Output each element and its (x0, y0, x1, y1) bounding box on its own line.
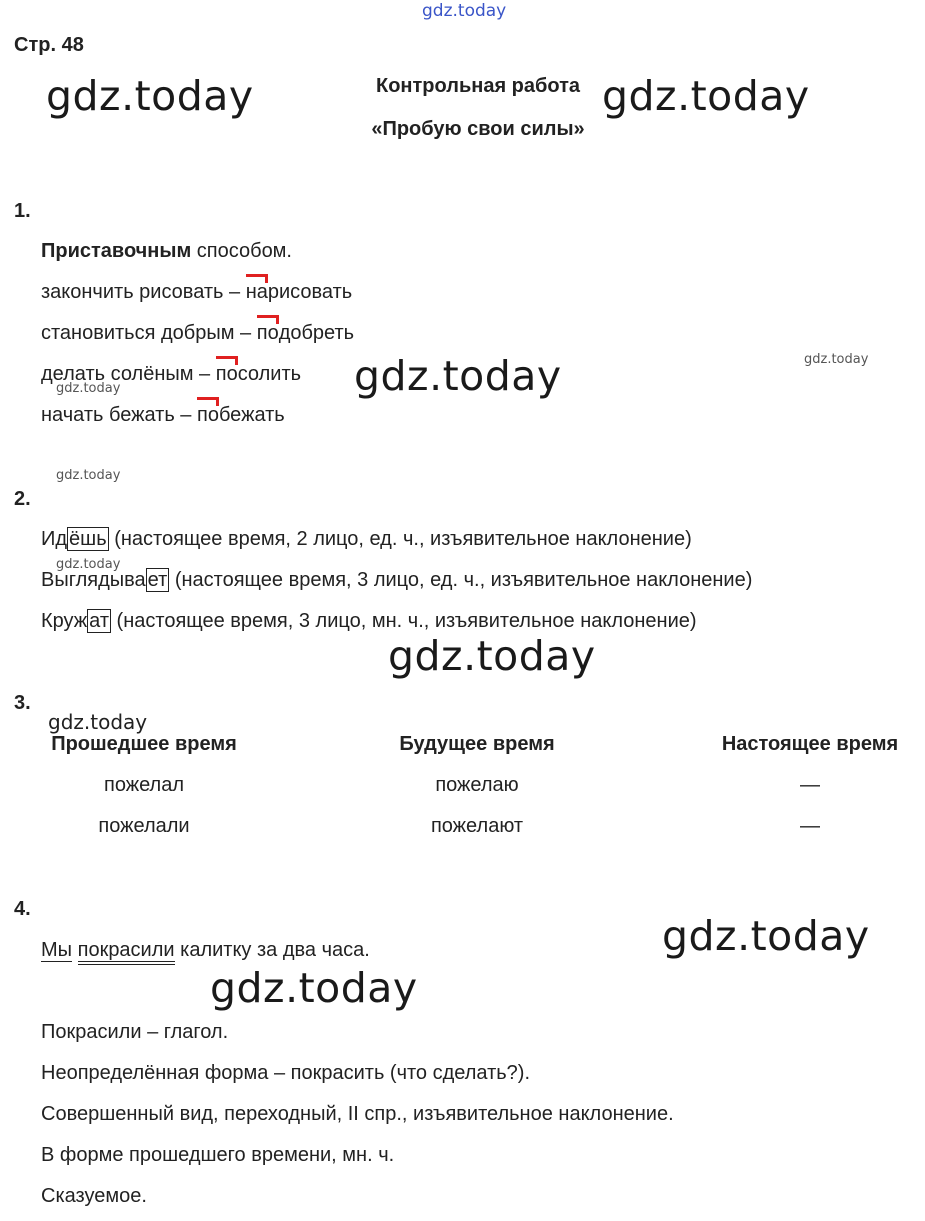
task2-row (41, 569, 752, 592)
doc-subtitle: «Пробую свои силы» (371, 118, 585, 140)
analysis-line: Сказуемое. (41, 1185, 147, 1207)
ending-box: ет (147, 569, 168, 591)
table-cell: пожелали (98, 815, 190, 837)
prefix-mark: по (256, 322, 279, 344)
word-stem: Выглядыва (41, 569, 146, 591)
watermark: gdz.today (602, 72, 810, 120)
analysis-line: Совершенный вид, переходный, II спр., изъявительное наклонение. (41, 1103, 674, 1125)
column-header-past: Прошедшее время (51, 733, 237, 755)
grammar-desc: (настоящее время, 3 лицо, ед. ч., изъявительное наклонение) (169, 569, 753, 591)
table-cell: пожелаю (435, 774, 519, 796)
predicate-underlined: покрасили (78, 939, 175, 965)
task4-sentence (41, 939, 370, 962)
watermark: gdz.today (354, 352, 562, 400)
task-number: 1. (14, 200, 31, 222)
task-number: 2. (14, 488, 31, 510)
method-rest: способом. (191, 240, 292, 262)
prefix-mark: по (215, 363, 238, 385)
task2-row (41, 528, 692, 551)
method-bold: Приставочным (41, 240, 192, 262)
watermark: gdz.today (56, 468, 121, 483)
sentence-rest: калитку за два часа. (174, 939, 370, 961)
subject-underlined: Мы (41, 939, 73, 961)
task-number: 4. (14, 898, 31, 920)
task1-method (41, 240, 292, 263)
phrase: делать солёным – (41, 363, 216, 385)
table-cell: пожелают (430, 815, 524, 837)
prefix-mark: по (196, 404, 219, 426)
watermark: gdz.today (56, 557, 121, 572)
watermark: gdz.today (662, 912, 870, 960)
word-rest: рисовать (267, 281, 353, 303)
watermark: gdz.today (388, 632, 596, 680)
word-rest: бежать (218, 404, 285, 426)
column-header-future: Будущее время (399, 733, 555, 755)
ending-box: ат (89, 610, 109, 632)
word-stem: Ид (41, 528, 68, 550)
grammar-desc: (настоящее время, 3 лицо, мн. ч., изъявительное наклонение) (111, 610, 697, 632)
analysis-line: Покрасили – глагол. (41, 1021, 229, 1043)
phrase: становиться добрым – (41, 322, 257, 344)
ending-box: ёшь (69, 528, 107, 550)
watermark: gdz.today (48, 710, 148, 734)
word-rest: солить (237, 363, 302, 385)
word-stem: Круж (41, 610, 88, 632)
analysis-line: Неопределённая форма – покрасить (что сделать?). (41, 1062, 531, 1084)
watermark: gdz.today (210, 964, 418, 1012)
analysis-line: В форме прошедшего времени, мн. ч. (41, 1144, 395, 1166)
task1-row (41, 404, 285, 427)
phrase: закончить рисовать – (41, 281, 246, 303)
table-cell: пожелал (103, 774, 185, 796)
watermark: gdz.today (56, 381, 121, 396)
grammar-desc: (настоящее время, 2 лицо, ед. ч., изъявительное наклонение) (108, 528, 692, 550)
task1-row (41, 281, 352, 304)
task-number: 3. (14, 692, 31, 714)
doc-title: Контрольная работа (376, 75, 580, 97)
page-number: Стр. 48 (14, 34, 84, 56)
phrase: начать бежать – (41, 404, 197, 426)
task1-row (41, 363, 301, 386)
table-cell: — (800, 774, 820, 796)
column-header-present: Настоящее время (721, 733, 899, 755)
task2-row (41, 610, 697, 633)
watermark: gdz.today (46, 72, 254, 120)
task1-row (41, 322, 354, 345)
prefix-mark: на (245, 281, 268, 303)
watermark: gdz.today (804, 352, 869, 367)
watermark-top: gdz.today (422, 1, 507, 21)
word-rest: добреть (278, 322, 355, 344)
table-cell: — (800, 815, 820, 837)
